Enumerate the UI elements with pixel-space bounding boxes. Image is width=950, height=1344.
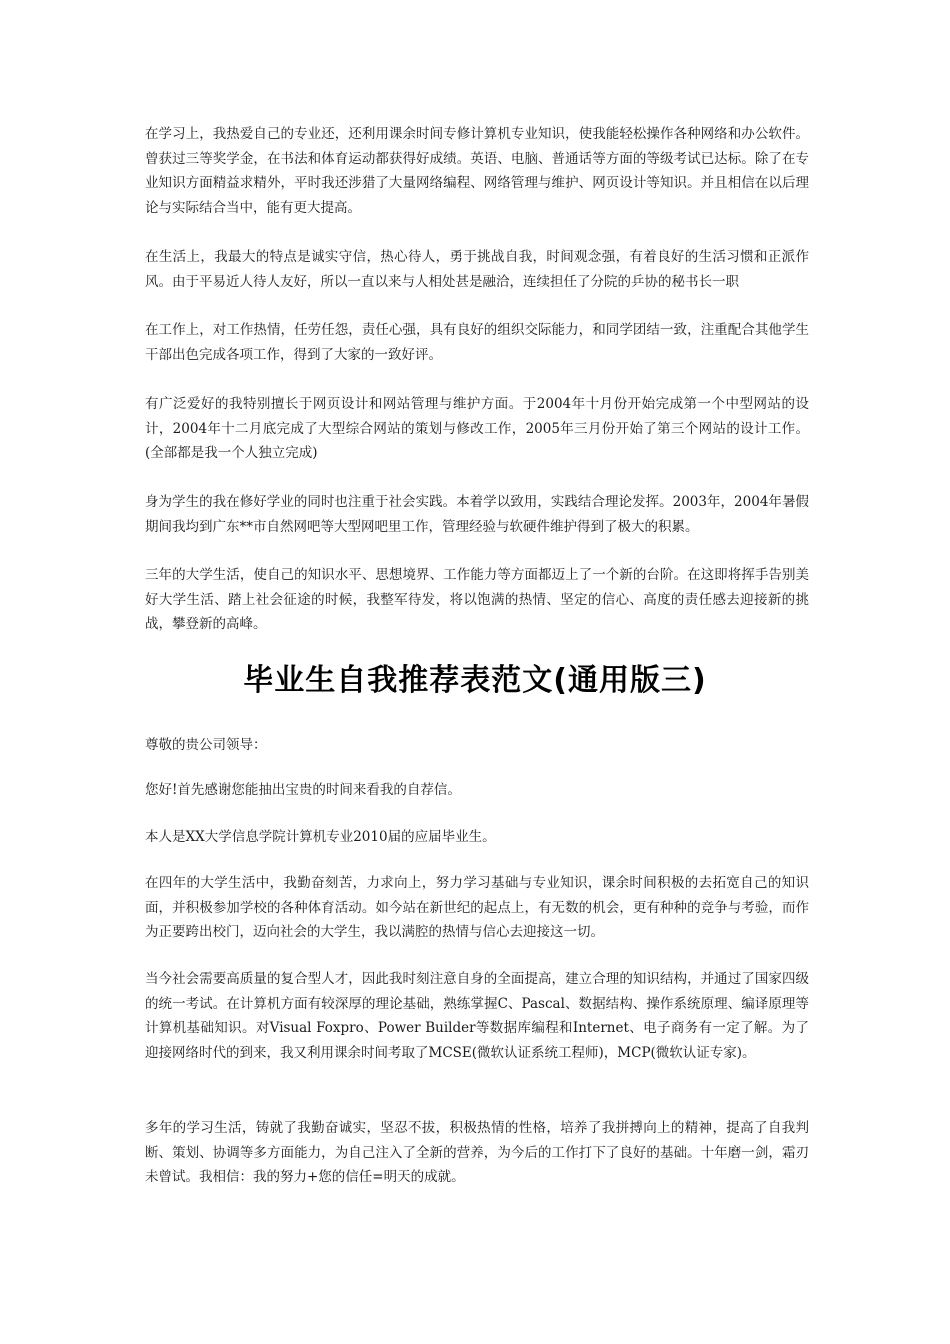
paragraph-summary: 三年的大学生活，使自己的知识水平、思想境界、工作能力等方面都迈上了一个新的台阶。在这即将挥手告别美好大学生活、踏上社会征途的时候，我整军待发，将以饱满的热情、坚定的信心、高度的责任感去迎接新的挑战，攀登新的高峰。 [145, 567, 809, 633]
paragraph-university-life: 在四年的大学生活中，我勤奋刻苦，力求向上，努力学习基础与专业知识，课余时间积极的去拓宽自己的知识面，并积极参加学校的各种体育活动。如今站在新世纪的起点上，有无数的机会，更有种种的竞争与考验，而作为正要跨出校门，迈向社会的大学生，我以满腔的热情与信心去迎接这一切。 [145, 875, 809, 941]
paragraph-study: 在学习上，我热爱自己的专业还，还利用课余时间专修计算机专业知识，使我能轻松操作各种网络和办公软件。曾获过三等奖学金，在书法和体育运动都获得好成绩。英语、电脑、普通话等方面的等级考试已达标。除了在专业知识方面精益求精外，平时我还涉猎了大量网络编程、网络管理与维护、网页设计等知识。并且相信在以后理论与实际结合当中，能有更大提高。 [145, 126, 809, 216]
paragraph-salutation: 尊敬的贵公司领导： [145, 737, 267, 753]
paragraph-introduction: 本人是XX大学信息学院计算机专业2010届的应届毕业生。 [145, 829, 496, 845]
paragraph-character: 多年的学习生活，铸就了我勤奋诚实，坚忍不拔，积极热情的性格，培养了我拼搏向上的精神，提高了自我判断、策划、协调等多方面能力，为自己注入了全新的营养，为今后的工作打下了良好的基础。十年磨一剑，霜刃未曾试。我相信：我的努力+您的信任=明天的成就。 [145, 1120, 809, 1186]
paragraph-skills: 当今社会需要高质量的复合型人才，因此我时刻注意自身的全面提高，建立合理的知识结构，并通过了国家四级的统一考试。在计算机方面有较深厚的理论基础，熟练掌握C、Pascal、数据结构、操作系统原理、编译原理等计算机基础知识。对Visual Foxpro、Power Builder等数据库编程和Internet、电子商务有一定了解。为了迎接网络时代的到来，我又利用课余时间考取了MCSE(微软认证系统工程师)，MCP(微软认证专家)。 [145, 971, 809, 1061]
paragraph-hobbies: 有广泛爱好的我特别擅长于网页设计和网站管理与维护方面。于2004年十月份开始完成第一个中型网站的设计，2004年十二月底完成了大型综合网站的策划与修改工作，2005年三月份开始了第三个网站的设计工作。(全部都是我一个人独立完成) [145, 396, 809, 462]
paragraph-practice: 身为学生的我在修好学业的同时也注重于社会实践。本着学以致用，实践结合理论发挥。2003年，2004年暑假期间我均到广东**市自然网吧等大型网吧里工作，管理经验与软硬件维护得到了极大的积累。 [145, 494, 809, 535]
paragraph-work: 在工作上，对工作热情，任劳任怨，责任心强，具有良好的组织交际能力，和同学团结一致，注重配合其他学生干部出色完成各项工作，得到了大家的一致好评。 [145, 322, 809, 363]
paragraph-greeting: 您好!首先感谢您能抽出宝贵的时间来看我的自荐信。 [145, 782, 461, 798]
document-title: 毕业生自我推荐表范文(通用版三) [243, 663, 707, 698]
paragraph-life: 在生活上，我最大的特点是诚实守信，热心待人，勇于挑战自我，时间观念强，有着良好的生活习惯和正派作风。由于平易近人待人友好，所以一直以来与人相处甚是融洽，连续担任了分院的乒协的秘书长一职 [145, 249, 809, 290]
